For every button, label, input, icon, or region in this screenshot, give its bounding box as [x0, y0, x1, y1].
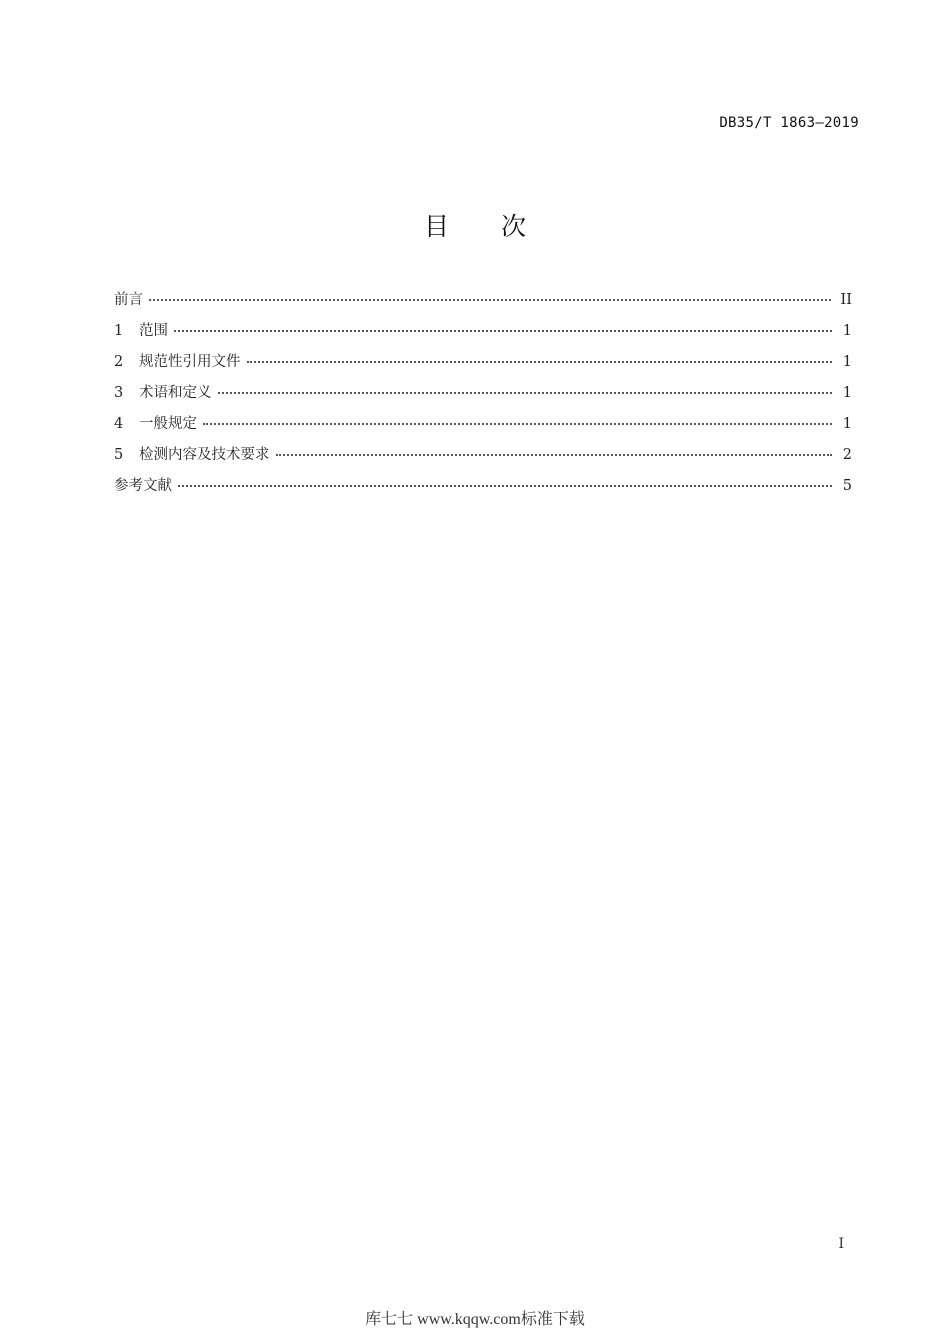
toc-entry-text: 术语和定义 — [139, 385, 212, 401]
toc-leader-dots — [247, 361, 833, 363]
toc-leader-dots — [178, 485, 832, 487]
toc-entry-terms-definitions[interactable] — [114, 381, 852, 412]
toc-leader-dots — [218, 392, 833, 394]
standard-code: DB35/T 1863—2019 — [719, 115, 859, 131]
toc-entry-page: 1 — [842, 323, 852, 339]
toc-entry-page: 1 — [842, 385, 852, 401]
toc-entry-text: 范围 — [139, 323, 168, 339]
footer-watermark: 库七七 www.kqqw.com标准下载 — [365, 1311, 585, 1328]
toc-entry-page: 1 — [842, 416, 852, 432]
toc-entry-number: 5 — [114, 447, 124, 463]
toc-leader-dots — [203, 423, 832, 425]
toc-entry-general-provisions[interactable] — [114, 412, 852, 443]
page-title — [0, 207, 950, 243]
toc-leader-dots — [276, 454, 833, 456]
toc-entry-number: 3 — [114, 385, 124, 401]
toc-entry-inspection-requirements[interactable] — [114, 443, 852, 474]
toc-entry-text: 前言 — [114, 292, 143, 308]
table-of-contents — [114, 288, 852, 505]
page-number: I — [838, 1236, 844, 1252]
toc-leader-dots — [149, 299, 831, 301]
toc-entry-scope[interactable] — [114, 319, 852, 350]
toc-entry-number: 4 — [114, 416, 124, 432]
toc-entry-normative-references[interactable] — [114, 350, 852, 381]
toc-entry-page: 1 — [842, 354, 852, 370]
toc-entry-foreword[interactable] — [114, 288, 852, 319]
toc-leader-dots — [174, 330, 832, 332]
toc-entry-bibliography[interactable] — [114, 474, 852, 505]
toc-entry-page: 5 — [842, 478, 852, 494]
toc-entry-text: 一般规定 — [139, 416, 197, 432]
toc-entry-text: 规范性引用文件 — [139, 354, 241, 370]
toc-entry-text: 检测内容及技术要求 — [139, 447, 270, 463]
toc-entry-page: II — [840, 292, 852, 308]
toc-entry-text: 参考文献 — [114, 478, 172, 494]
toc-entry-number: 2 — [114, 354, 124, 370]
title-char-1: 目 — [423, 212, 449, 241]
toc-entry-page: 2 — [842, 447, 852, 463]
toc-entry-number: 1 — [114, 323, 124, 339]
title-char-2: 次 — [501, 212, 527, 241]
